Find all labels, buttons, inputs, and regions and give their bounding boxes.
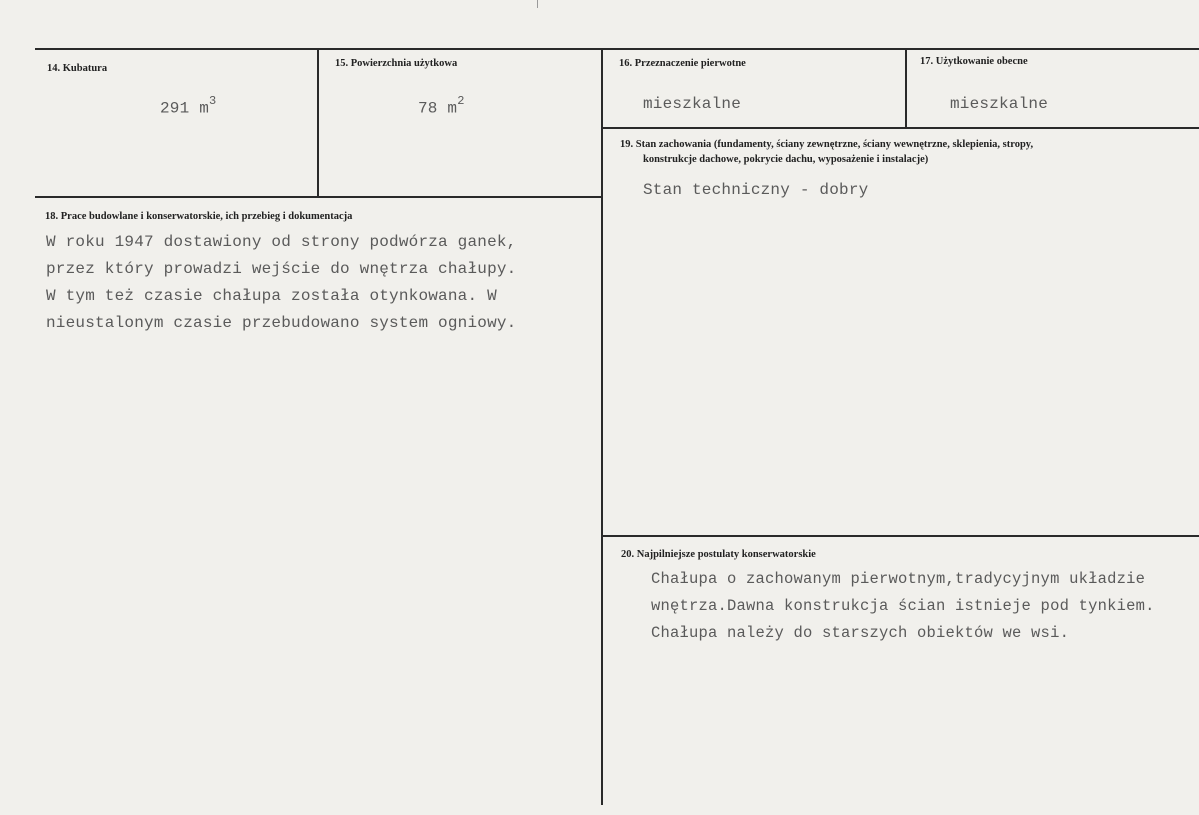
row-divider-line xyxy=(603,127,1199,129)
field-20-line: wnętrza.Dawna konstrukcja ścian istnieje pod tynkiem. xyxy=(651,597,1155,615)
area-exponent: 2 xyxy=(457,94,465,108)
field-14-value xyxy=(160,96,216,117)
field-18-line: nieustalonym czasie przebudowano system ogniowy. xyxy=(46,314,517,332)
field-20-label: 20. Najpilniejsze postulaty konserwatorskie xyxy=(621,549,816,560)
col-divider-16-17 xyxy=(905,48,907,128)
field-14-label: 14. Kubatura xyxy=(47,63,108,74)
kubatura-exponent: 3 xyxy=(209,94,217,108)
section20-top-line xyxy=(603,535,1199,537)
top-edge-tick xyxy=(537,0,538,8)
field-18-text xyxy=(46,229,516,337)
kubatura-value: 291 m xyxy=(160,99,210,118)
field-18-line: przez który prowadzi wejście do wnętrza chałupy. xyxy=(46,260,517,278)
field-18-line: W tym też czasie chałupa została otynkowana. W xyxy=(46,287,497,305)
field-19-label-line2: konstrukcje dachowe, pokrycie dachu, wyposażenie i instalacje) xyxy=(643,154,929,165)
field-17-value: mieszkalne xyxy=(950,95,1049,113)
area-value: 78 m xyxy=(418,99,458,118)
field-19-label-line1: 19. Stan zachowania (fundamenty, ściany zewnętrzne, ściany wewnętrzne, sklepienia, stropy, xyxy=(620,139,1034,150)
top-border-line xyxy=(35,48,1199,50)
field-15-value xyxy=(418,96,465,117)
field-17-label: 17. Użytkowanie obecne xyxy=(920,56,1028,67)
field-18-label: 18. Prace budowlane i konserwatorskie, ich przebieg i dokumentacja xyxy=(45,211,353,222)
field-20-text xyxy=(651,566,1155,647)
field-20-line: Chałupa o zachowanym pierwotnym,tradycyjnym układzie xyxy=(651,570,1146,588)
field-18-line: W roku 1947 dostawiony od strony podwórza ganek, xyxy=(46,233,517,251)
col-divider-14-15 xyxy=(317,48,319,197)
field-16-value: mieszkalne xyxy=(643,95,742,113)
col-divider-main xyxy=(601,48,603,805)
section18-top-line xyxy=(35,196,603,198)
field-19-value: Stan techniczny - dobry xyxy=(643,181,869,199)
field-20-line: Chałupa należy do starszych obiektów we wsi. xyxy=(651,624,1070,642)
field-15-label: 15. Powierzchnia użytkowa xyxy=(335,58,458,69)
field-16-label: 16. Przeznaczenie pierwotne xyxy=(619,58,746,69)
